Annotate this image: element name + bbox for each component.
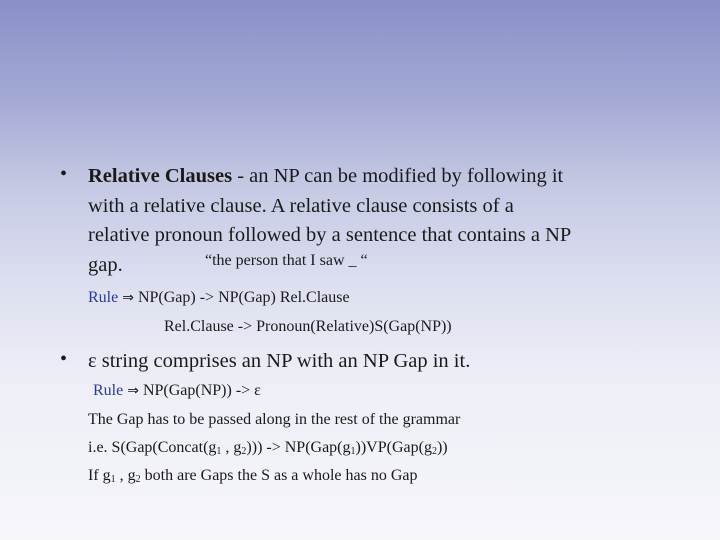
rule-label: Rule	[88, 289, 119, 306]
bullet1-line1-text: - an NP can be modified by following it	[232, 165, 564, 187]
rule-label: Rule	[93, 382, 124, 399]
bullet1-line2: with a relative clause. A relative clause consists of a	[88, 195, 514, 217]
bullet1-line3: relative pronoun followed by a sentence that contains a NP	[88, 224, 572, 246]
bullet-marker: •	[60, 163, 68, 185]
rule1-text: NP(Gap) -> NP(Gap) Rel.Clause	[133, 289, 350, 306]
implies-arrow-icon: ⇒	[127, 383, 139, 399]
rule1-line1	[88, 286, 350, 310]
note-line3: If $g_1$ , $g_2$ both are Gaps the S as a whole has no Gap	[88, 467, 418, 485]
bullet1-line4: gap.	[88, 254, 123, 276]
bullet1-line1	[88, 161, 563, 191]
relative-clauses-heading: Relative Clauses	[88, 165, 233, 187]
rule1-line2: Rel.Clause -> Pronoun(Relative)S(Gap(NP))	[164, 318, 452, 335]
bullet-marker: •	[60, 348, 68, 370]
example-phrase: “the person that I saw _ “	[205, 252, 368, 269]
note-line2: i.e. $S(Gap(Concat(g_1$ , $g_2))) -> NP(Gap(g_1))VP(Gap(g_2))$	[88, 439, 448, 457]
rule2-text: NP(Gap(NP)) -> ε	[138, 382, 261, 399]
bullet2-text: ε string comprises an NP with an NP Gap in it.	[88, 350, 471, 372]
note-line1: The Gap has to be passed along in the rest of the grammar	[88, 411, 461, 428]
rule2-line	[93, 379, 261, 403]
implies-arrow-icon: ⇒	[122, 290, 134, 306]
